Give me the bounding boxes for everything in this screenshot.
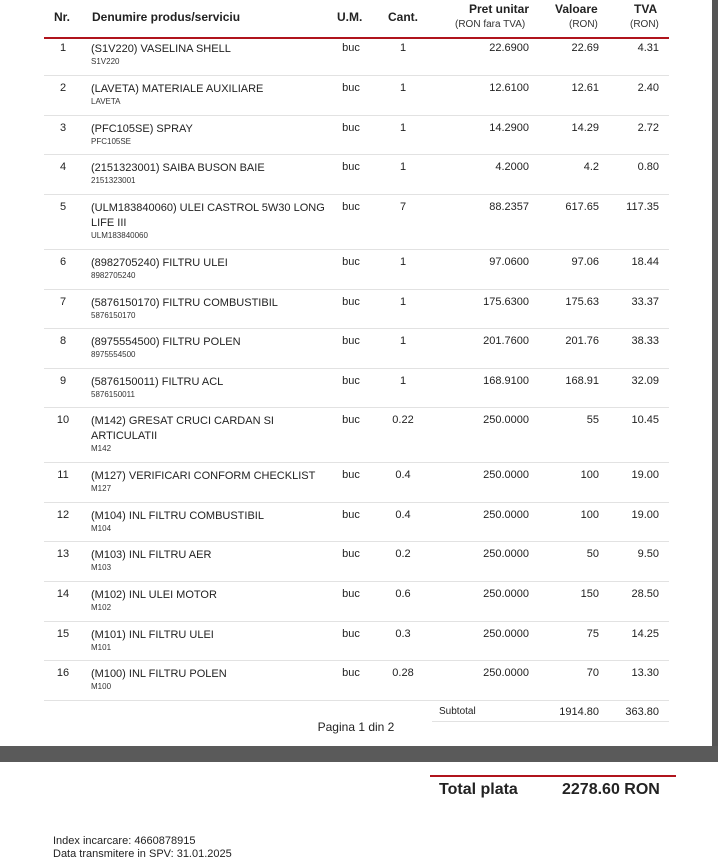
header-tva: TVA [634,2,658,16]
row-qty: 0.3 [395,628,411,640]
row-tva: 19.00 [631,469,659,481]
row-um: buc [342,588,360,600]
header-nr: Nr. [54,10,71,24]
table-row [44,369,669,408]
row-um: buc [342,414,360,426]
row-um: buc [342,628,360,640]
row-qty: 0.4 [395,469,411,481]
row-code: 8982705240 [91,271,136,280]
row-tva: 38.33 [631,335,659,347]
table-row [44,36,669,76]
pagination: Pagina 1 din 2 [317,720,395,734]
header-value-sub: (RON) [569,19,598,30]
row-nr: 10 [56,414,70,426]
row-unit-price: 4.2000 [495,161,529,173]
row-um: buc [342,256,360,268]
row-tva: 117.35 [626,201,659,213]
table-row [44,329,669,369]
row-value: 22.69 [571,42,599,54]
row-unit-price: 250.0000 [483,588,529,600]
row-code: M101 [91,643,112,652]
row-nr: 6 [59,256,67,268]
row-unit-price: 250.0000 [483,548,529,560]
row-name: (PFC105SE) SPRAY [91,123,193,135]
row-um: buc [342,122,360,134]
row-qty: 0.2 [395,548,411,560]
row-qty: 1 [399,256,407,268]
row-qty: 0.4 [395,509,411,521]
row-qty: 0.6 [395,588,411,600]
row-unit-price: 12.6100 [489,82,529,94]
row-unit-price: 88.2357 [489,201,529,213]
row-unit-price: 97.0600 [489,256,529,268]
row-um: buc [342,509,360,521]
row-name: (S1V220) VASELINA SHELL [91,43,231,55]
row-name: (8975554500) FILTRU POLEN [91,336,241,348]
row-tva: 32.09 [631,375,659,387]
row-code: 5876150170 [91,311,136,320]
row-code: 8975554500 [91,350,136,359]
row-nr: 3 [59,122,67,134]
row-tva: 4.31 [637,42,659,54]
row-qty: 1 [399,161,407,173]
row-nr: 9 [59,375,67,387]
header-tva-sub: (RON) [630,19,659,30]
row-value: 100 [580,469,599,481]
row-unit-price: 14.2900 [489,122,529,134]
upload-index: Index incarcare: 4660878915 [53,835,196,847]
row-name: (M101) INL FILTRU ULEI [91,629,214,641]
row-code: M103 [91,563,112,572]
table-row [44,503,669,542]
row-name: (M103) INL FILTRU AER [91,549,212,561]
row-um: buc [342,161,360,173]
row-tva: 14.25 [631,628,659,640]
row-tva: 0.80 [637,161,659,173]
row-tva: 13.30 [631,667,659,679]
row-value: 4.2 [583,161,599,173]
row-name: (5876150170) FILTRU COMBUSTIBIL [91,297,278,309]
row-nr: 12 [56,509,70,521]
row-unit-price: 22.6900 [489,42,529,54]
subtotal-divider [432,721,669,722]
row-name: (M127) VERIFICARI CONFORM CHECKLIST [91,470,316,482]
row-value: 70 [586,667,599,679]
row-name: (8982705240) FILTRU ULEI [91,257,228,269]
header-price: Pret unitar [469,2,530,16]
row-value: 100 [580,509,599,521]
row-divider [44,700,669,701]
table-row [44,661,669,701]
row-code: PFC105SE [91,137,132,146]
row-tva: 9.50 [637,548,659,560]
row-um: buc [342,201,360,213]
total-divider [430,775,676,777]
row-value: 150 [580,588,599,600]
row-unit-price: 250.0000 [483,628,529,640]
row-um: buc [342,469,360,481]
row-name: (ULM183840060) ULEI CASTROL 5W30 LONG LIFE III [91,202,325,229]
row-value: 201.76 [565,335,599,347]
row-code: M127 [91,484,112,493]
subtotal-value: 1914.80 [559,706,599,718]
row-tva: 28.50 [631,588,659,600]
table-row [44,250,669,290]
row-value: 12.61 [571,82,599,94]
row-value: 617.65 [565,201,599,213]
row-name: (M100) INL FILTRU POLEN [91,668,227,680]
row-unit-price: 250.0000 [483,667,529,679]
row-nr: 16 [56,667,70,679]
row-qty: 1 [399,335,407,347]
row-code: S1V220 [91,57,120,66]
row-nr: 14 [56,588,70,600]
row-value: 75 [586,628,599,640]
table-row [44,116,669,155]
invoice-page-2 [0,762,718,868]
table-row [44,195,669,250]
row-nr: 4 [59,161,67,173]
row-tva: 10.45 [631,414,659,426]
spv-date: Data transmitere in SPV: 31.01.2025 [53,848,232,860]
header-value: Valoare [555,2,598,16]
page-edge [712,0,718,746]
row-code: LAVETA [91,97,121,106]
table-row [44,290,669,329]
row-unit-price: 201.7600 [483,335,529,347]
row-value: 55 [586,414,599,426]
row-um: buc [342,548,360,560]
row-tva: 33.37 [631,296,659,308]
header-name: Denumire produs/serviciu [92,10,241,24]
row-nr: 7 [59,296,67,308]
table-row [44,408,669,463]
row-code: M142 [91,444,112,453]
row-value: 175.63 [565,296,599,308]
row-value: 50 [586,548,599,560]
row-name: (LAVETA) MATERIALE AUXILIARE [91,83,264,95]
row-qty: 7 [399,201,407,213]
row-unit-price: 250.0000 [483,414,529,426]
row-tva: 18.44 [631,256,659,268]
row-unit-price: 175.6300 [483,296,529,308]
row-qty: 1 [399,122,407,134]
row-qty: 1 [399,82,407,94]
subtotal-label: Subtotal [439,706,476,717]
row-nr: 13 [56,548,70,560]
page-gap [0,746,718,762]
row-um: buc [342,335,360,347]
subtotal-row [432,704,669,722]
row-nr: 15 [56,628,70,640]
table-row [44,622,669,661]
row-um: buc [342,296,360,308]
row-name: (2151323001) SAIBA BUSON BAIE [91,162,265,174]
row-unit-price: 250.0000 [483,469,529,481]
row-name: (5876150011) FILTRU ACL [91,376,224,388]
row-qty: 1 [399,42,407,54]
table-row [44,463,669,503]
row-nr: 1 [59,42,67,54]
row-name: (M142) GRESAT CRUCI CARDAN SI ARTICULATII [91,415,274,442]
total-value: 2278.60 RON [562,781,660,798]
row-tva: 2.72 [637,122,659,134]
row-code: ULM183840060 [91,231,148,240]
table-row [44,542,669,582]
row-um: buc [342,42,360,54]
row-value: 97.06 [571,256,599,268]
table-row [44,582,669,622]
row-unit-price: 250.0000 [483,509,529,521]
row-value: 168.91 [565,375,599,387]
row-code: M104 [91,524,112,533]
row-code: M100 [91,682,112,691]
row-qty: 0.28 [392,667,414,679]
row-nr: 8 [59,335,67,347]
header-price-sub: (RON fara TVA) [455,19,526,30]
row-qty: 1 [399,296,407,308]
row-nr: 11 [57,469,69,481]
row-tva: 19.00 [631,509,659,521]
row-name: (M104) INL FILTRU COMBUSTIBIL [91,510,264,522]
header-qty: Cant. [388,10,418,24]
row-qty: 0.22 [392,414,414,426]
row-code: 2151323001 [91,176,136,185]
row-tva: 2.40 [637,82,659,94]
row-code: 5876150011 [91,390,135,399]
row-um: buc [342,667,360,679]
table-row [44,76,669,116]
row-name: (M102) INL ULEI MOTOR [91,589,217,601]
row-um: buc [342,82,360,94]
row-nr: 5 [59,201,67,213]
total-label: Total plata [439,781,518,798]
row-code: M102 [91,603,112,612]
subtotal-tva: 363.80 [625,706,659,718]
table-row [44,155,669,195]
row-value: 14.29 [571,122,599,134]
row-um: buc [342,375,360,387]
row-unit-price: 168.9100 [483,375,529,387]
row-nr: 2 [59,82,67,94]
row-qty: 1 [399,375,407,387]
header-um: U.M. [337,10,363,24]
